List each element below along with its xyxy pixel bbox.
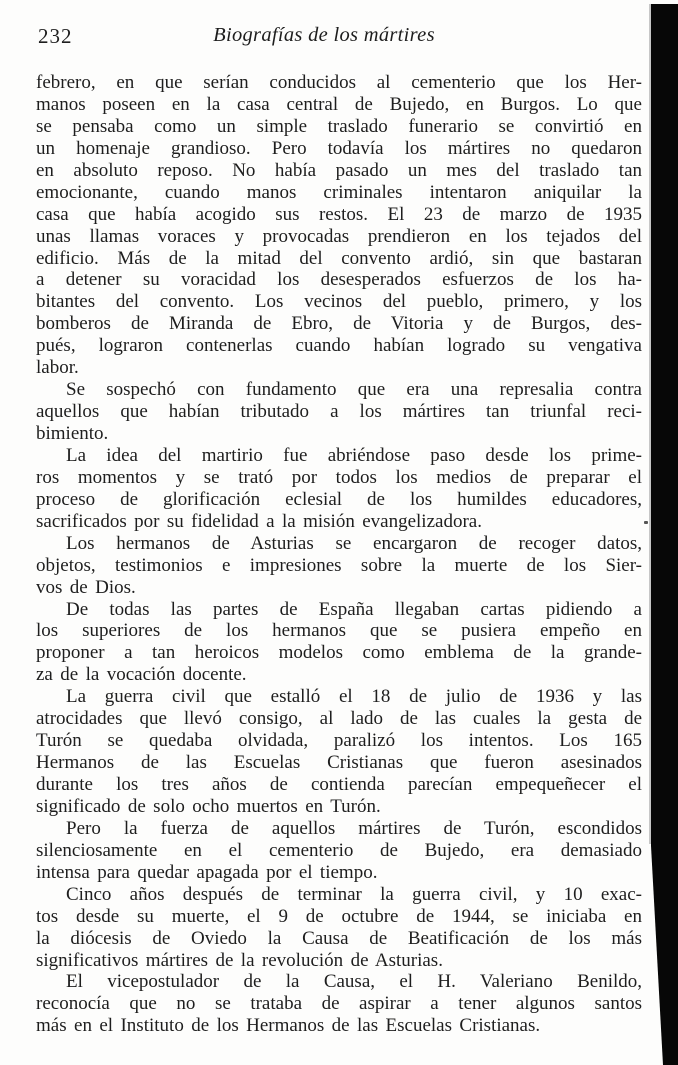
text-line: tos desde su muerte, el 9 de octubre de 1944, se iniciaba en xyxy=(36,905,642,927)
text-line: casa que había acogido sus restos. El 23 de marzo de 1935 xyxy=(36,203,642,225)
text-line: reconocía que no se trataba de aspirar a tener algunos santos xyxy=(36,993,642,1015)
text-line: sacrificados por su fidelidad a la misión evangelizadora. xyxy=(36,510,482,532)
ink-speck xyxy=(644,521,648,524)
text-line: febrero, en que serían conducidos al cementerio que los Her- xyxy=(36,72,642,93)
text-line: significativos mártires de la revolución de Asturias. xyxy=(36,949,443,971)
text-line: manos poseen en la casa central de Bujedo, en Burgos. Lo que xyxy=(36,93,642,115)
text-line: objetos, testimonios e impresiones sobre la muerte de los Sier- xyxy=(36,554,642,576)
text-line: pués, lograron contenerlas cuando habían logrado su vengativa xyxy=(36,335,642,357)
text-line: durante los tres años de contienda parecían empequeñecer el xyxy=(36,774,642,795)
text-line: a detener su voracidad los desesperados esfuerzos de los ha- xyxy=(36,269,642,291)
text-block xyxy=(36,72,642,1037)
text-line: El vicepostulador de la Causa, el H. Valeriano Benildo, xyxy=(66,971,642,993)
running-header-title: Biografías de los mártires xyxy=(213,24,435,46)
text-line: Se sospechó con fundamento que era una represalia contra xyxy=(66,379,642,401)
text-line: intensa para quedar apagada por el tiempo. xyxy=(36,861,378,883)
text-line: edificio. Más de la mitad del convento ardió, sin que bastaran xyxy=(36,247,642,269)
text-line: ros momentos y se trató por todos los medios de preparar el xyxy=(36,466,642,488)
text-line: proceso de glorificación eclesial de los humildes educadores, xyxy=(36,488,642,510)
text-line: un homenaje grandioso. Pero todavía los mártires no quedaron xyxy=(36,137,642,159)
scan-artifact-band xyxy=(650,4,678,1065)
text-line: emocionante, cuando manos criminales intentaron aniquilar la xyxy=(36,181,642,203)
text-line: bimiento. xyxy=(36,423,109,444)
page-number: 232 xyxy=(38,24,73,48)
page-header xyxy=(36,24,642,54)
text-line: se pensaba como un simple traslado funerario se convirtió en xyxy=(36,115,642,137)
text-line: más en el Instituto de los Hermanos de las Escuelas Cristianas. xyxy=(36,1015,541,1037)
text-line: la diócesis de Oviedo la Causa de Beatificación de los más xyxy=(36,927,642,949)
text-line: los superiores de los hermanos que se pusiera empeño en xyxy=(36,620,642,642)
text-line: en absoluto reposo. No había pasado un mes del traslado tan xyxy=(36,159,642,181)
text-line: za de la vocación docente. xyxy=(36,664,247,686)
text-line: La guerra civil que estalló el 18 de julio de 1936 y las xyxy=(66,686,642,708)
text-line: Hermanos de las Escuelas Cristianas que fueron asesinados xyxy=(36,752,642,774)
text-line: significado de solo ocho muertos en Turón. xyxy=(36,795,381,817)
text-line: Cinco años después de terminar la guerra civil, y 10 exac- xyxy=(66,883,642,905)
text-line: vos de Dios. xyxy=(36,576,136,598)
text-line: bitantes del convento. Los vecinos del pueblo, primero, y los xyxy=(36,291,642,313)
text-line: Los hermanos de Asturias se encargaron de recoger datos, xyxy=(66,532,642,554)
text-line: De todas las partes de España llegaban cartas pidiendo a xyxy=(66,598,642,620)
scan-band-edge xyxy=(649,4,651,844)
text-line: unas llamas voraces y provocadas prendieron en los tejados del xyxy=(36,225,642,247)
text-line: Pero la fuerza de aquellos mártires de Turón, escondidos xyxy=(66,817,642,839)
text-line: proponer a tan heroicos modelos como emblema de la grande- xyxy=(36,642,642,664)
text-line: bomberos de Miranda de Ebro, de Vitoria y de Burgos, des- xyxy=(36,313,642,335)
text-line: atrocidades que llevó consigo, al lado de las cuales la gesta de xyxy=(36,708,642,730)
text-line: La idea del martirio fue abriéndose paso desde los prime- xyxy=(66,444,642,466)
text-line: aquellos que habían tributado a los mártires tan triunfal reci- xyxy=(36,401,642,423)
text-line: silenciosamente en el cementerio de Bujedo, era demasiado xyxy=(36,839,642,861)
text-line: labor. xyxy=(36,357,79,379)
text-line: Turón se quedaba olvidada, paralizó los intentos. Los 165 xyxy=(36,730,642,752)
